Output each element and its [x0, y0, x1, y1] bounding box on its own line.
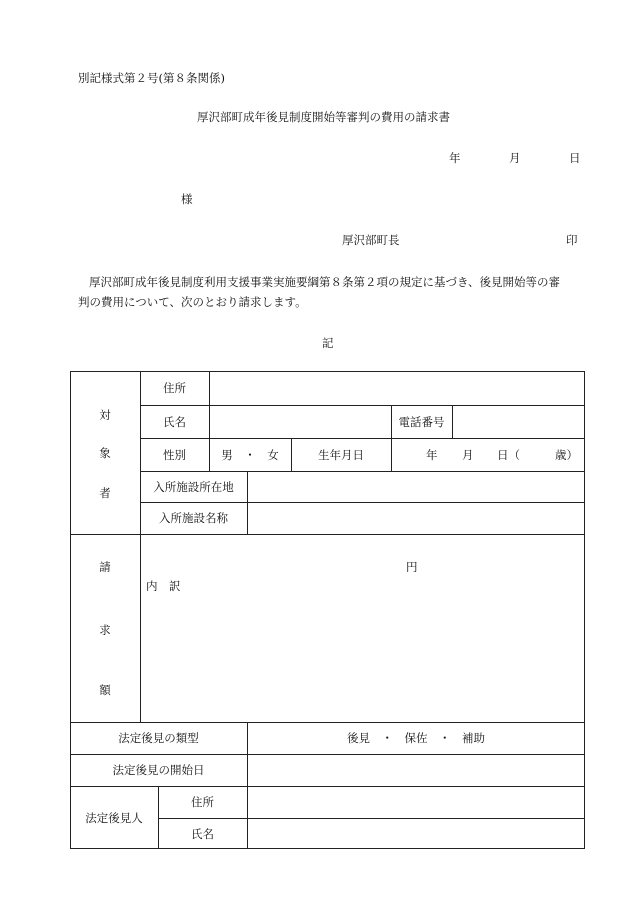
sex-options[interactable]: 男 ・ 女	[221, 447, 279, 462]
guardian-start-field[interactable]	[248, 755, 584, 786]
guardian-person-label: 法定後見人	[85, 810, 143, 825]
age-label: 歳）	[555, 448, 578, 462]
birth-month-label: 月	[462, 448, 474, 462]
subject-label-char-2: 象	[99, 446, 111, 460]
document-title: 厚沢部町成年後見制度開始等審判の費用の請求書	[197, 110, 450, 124]
date-year-label: 年	[449, 151, 461, 165]
body-text-line1: 厚沢部町成年後見制度利用支援事業実施要綱第８条第２項の規定に基づき、後見開始等の審	[89, 275, 561, 289]
claim-label-char-1: 請	[99, 560, 111, 574]
phone-field[interactable]	[453, 406, 584, 438]
guardian-address-field[interactable]	[248, 787, 584, 818]
request-form-table	[70, 371, 585, 849]
guardian-address-label: 住所	[191, 795, 214, 809]
sender-name: 厚沢部町長	[342, 233, 400, 247]
body-text-line2: 判の費用について、次のとおり請求します。	[78, 295, 307, 309]
phone-label: 電話番号	[398, 414, 445, 429]
seal-mark: 印	[566, 233, 578, 247]
birth-day-label: 日（	[497, 448, 520, 462]
birth-year-label: 年	[426, 448, 438, 462]
claim-label-char-3: 額	[99, 683, 111, 697]
guardian-name-label: 氏名	[191, 826, 214, 841]
guardian-name-field[interactable]	[248, 819, 584, 848]
facility-address-field[interactable]	[248, 472, 584, 502]
guardian-type-label: 法定後見の類型	[118, 731, 199, 745]
claim-amount-field[interactable]	[141, 535, 584, 722]
guardian-start-label: 法定後見の開始日	[112, 763, 205, 777]
facility-name-field[interactable]	[248, 503, 584, 534]
addressee-suffix: 様	[181, 192, 193, 206]
breakdown-label: 内 訳	[146, 579, 181, 593]
ki-label: 記	[322, 336, 334, 350]
facility-address-label: 入所施設所在地	[153, 479, 234, 494]
name-label: 氏名	[163, 414, 186, 429]
address-field[interactable]	[210, 372, 584, 405]
yen-label: 円	[406, 560, 418, 574]
birth-date-label: 生年月日	[318, 447, 364, 462]
name-field[interactable]	[210, 406, 391, 438]
date-month-label: 月	[509, 151, 521, 165]
sex-label: 性別	[163, 447, 186, 462]
subject-label-char-3: 者	[99, 486, 111, 500]
date-day-label: 日	[569, 151, 581, 165]
form-number: 別記様式第２号(第８条関係)	[78, 71, 225, 85]
guardian-type-options[interactable]: 後見 ・ 保佐 ・ 補助	[347, 731, 485, 745]
subject-label-char-1: 対	[99, 408, 111, 422]
claim-label-char-2: 求	[99, 623, 111, 637]
facility-name-label: 入所施設名称	[159, 511, 228, 525]
address-label: 住所	[163, 381, 186, 395]
